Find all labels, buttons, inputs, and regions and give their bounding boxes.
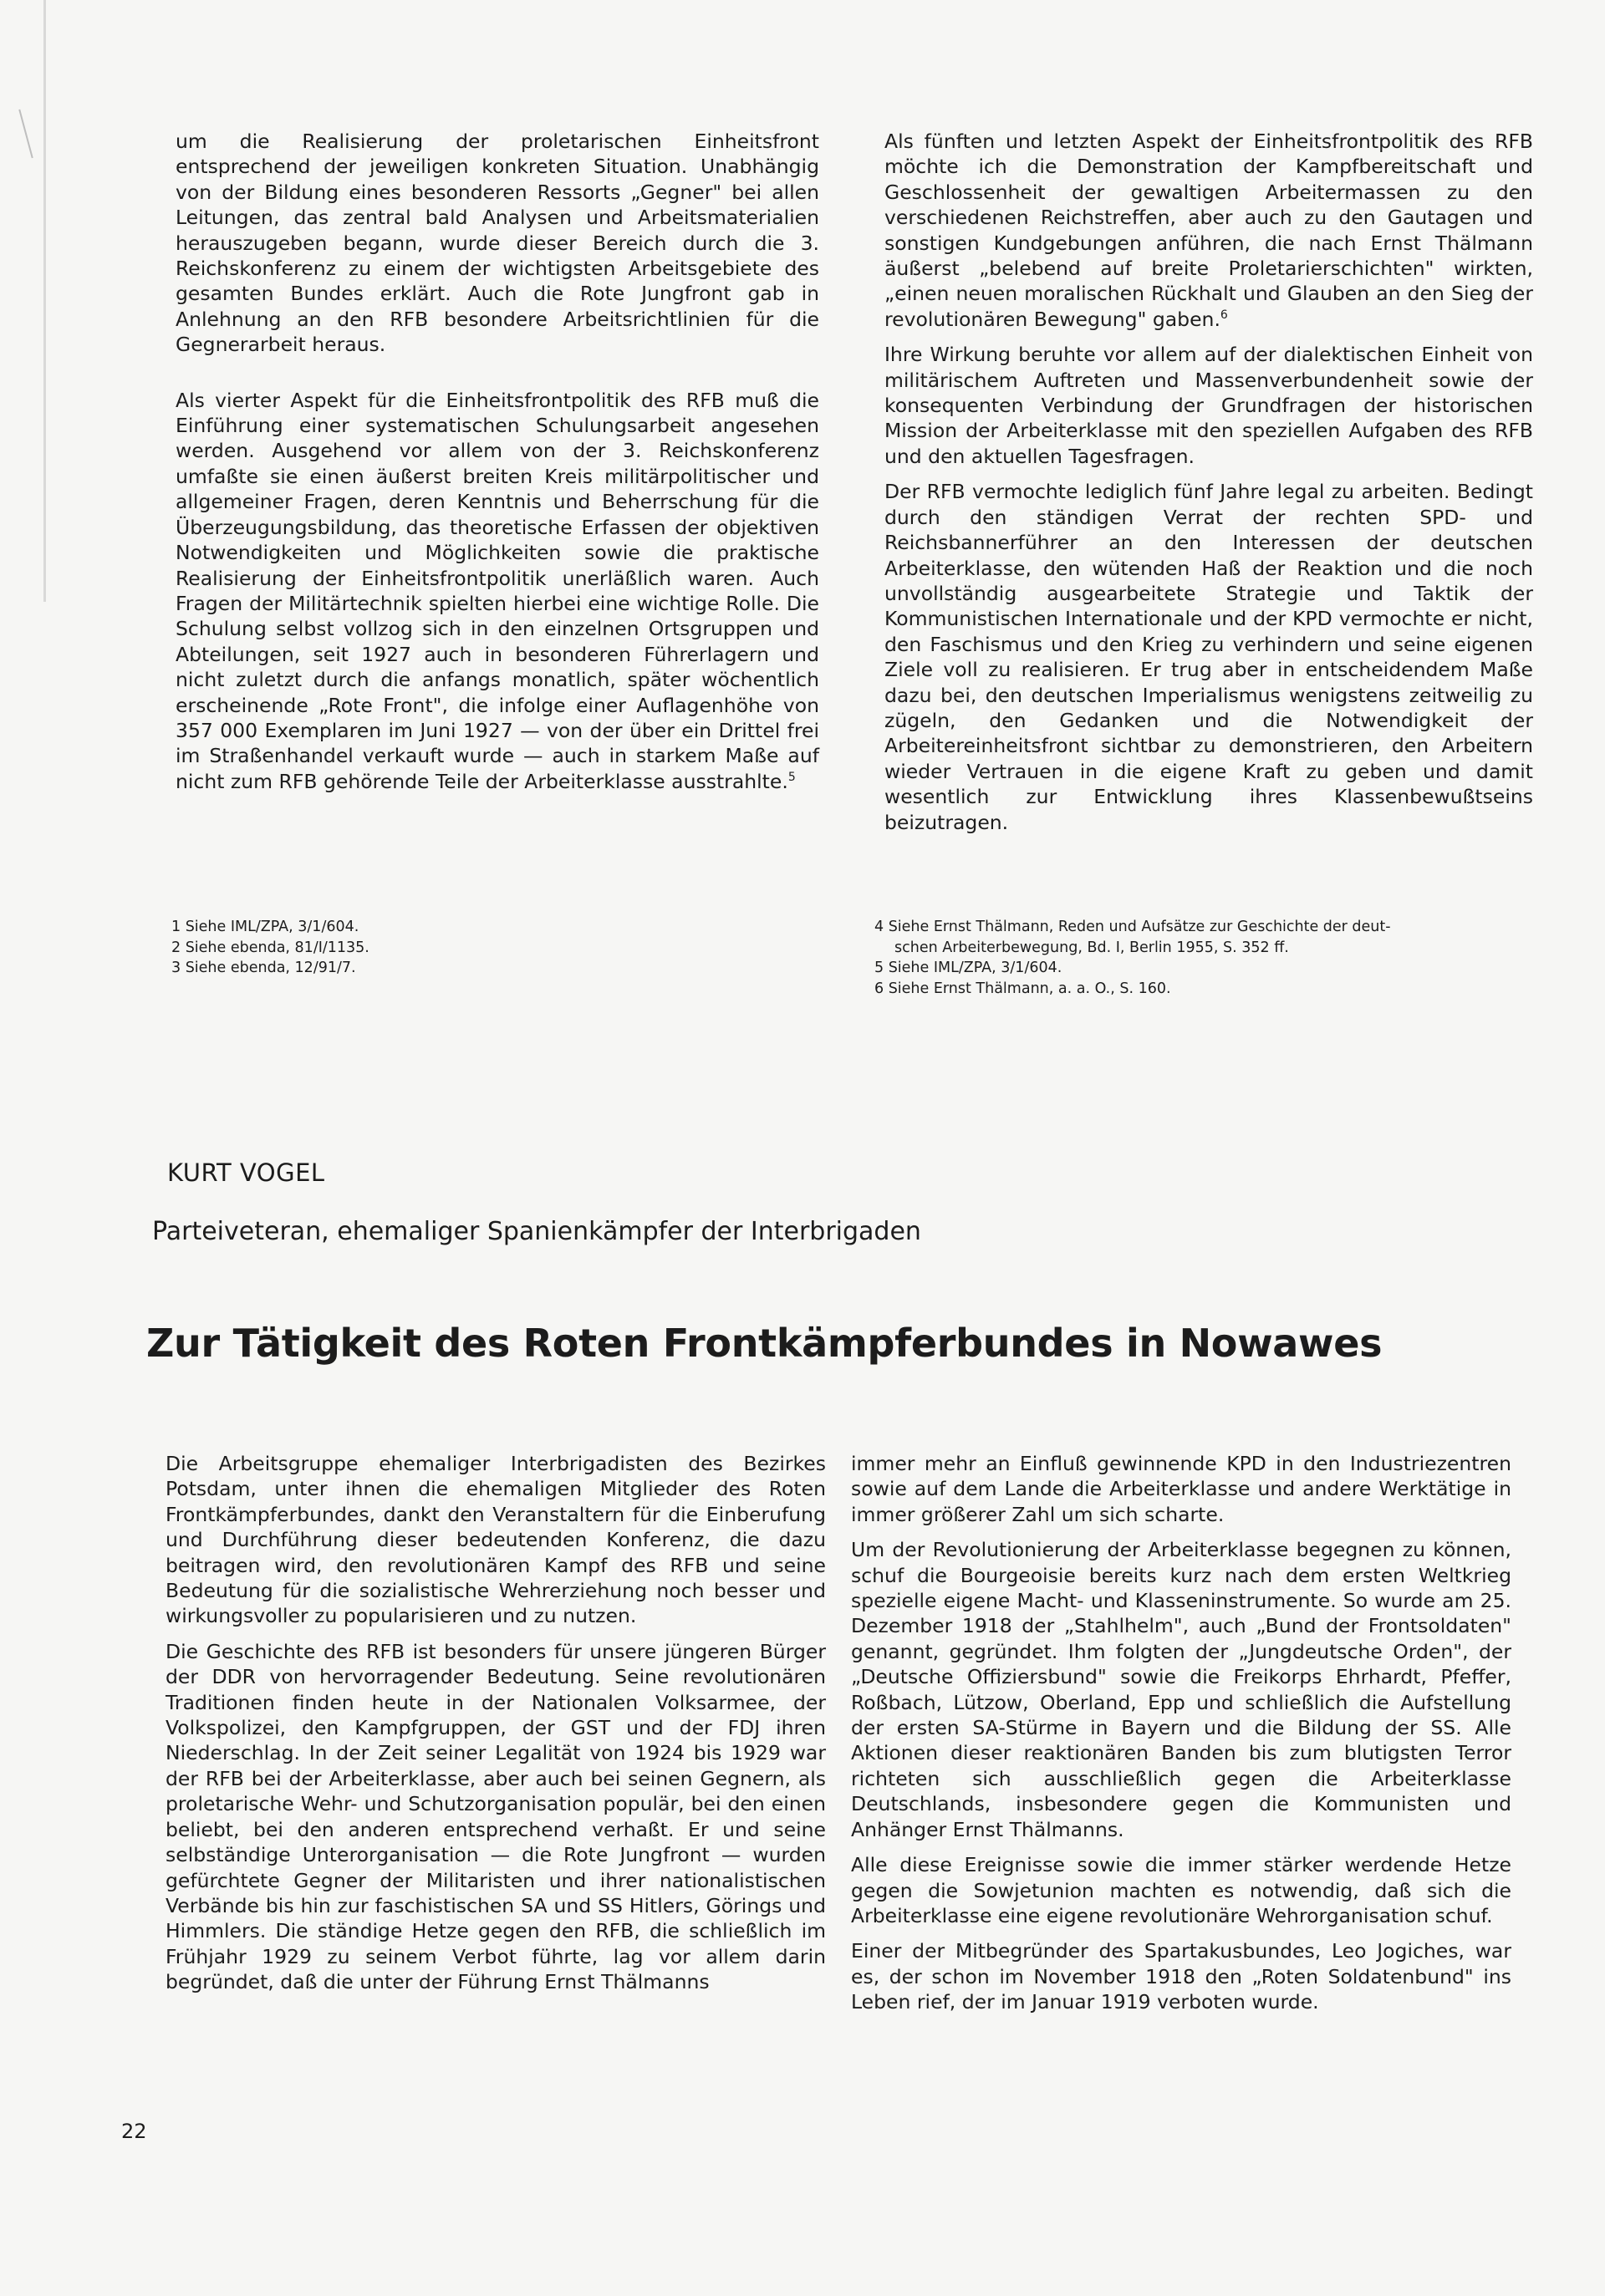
footnote-ref: 5	[787, 770, 796, 784]
paragraph: Als vierter Aspekt für die Einheitsfrontpolitik des RFB muß die Einführung einer systematischen Schulungsarbeit angesehen werden. Ausgehend vor allem von der 3. Reichskonferenz umfaßte sie einen äußerst breiten Kreis militärpolitischer und allgemeiner Fragen, deren Kenntnis und Beherrschung für die Überzeugungsbildung, das theoretische Erfassen der objektiven Notwendigkeiten und Möglichkeiten sowie die praktische Realisierung der Einheitsfrontpolitik unerläßlich waren. Auch Fragen der Militärtechnik spielten hierbei eine wichtige Rolle. Die Schulung selbst vollzog sich in den einzelnen Ortsgruppen und Abteilungen, seit 1927 auch in besonderen Führerlagern und nicht zuletzt durch die anfangs monatlich, später wöchentlich erscheinende „Rote Front", die infolge einer Auflagenhöhe von 357 000 Exemplaren im Juni 1927 — von der über ein Drittel frei im Straßenhandel verkauft wurde — auch in starkem Maße auf nicht zum RFB gehörende Teile der Arbeiterklasse ausstrahlte.$^5$	[176, 388, 819, 793]
bottom-left-column	[166, 1451, 826, 1995]
footnote: 1 Siehe IML/ZPA, 3/1/604.	[171, 919, 359, 935]
top-right-column	[884, 129, 1533, 835]
footnote-ref: 6	[1220, 308, 1228, 323]
footnote: 2 Siehe ebenda, 81/I/1135.	[171, 939, 369, 956]
footnote: 5 Siehe IML/ZPA, 3/1/604.	[874, 960, 1062, 976]
footnote: 3 Siehe ebenda, 12/91/7.	[171, 960, 356, 976]
paragraph: Der RFB vermochte lediglich fünf Jahre legal zu arbeiten. Bedingt durch den ständigen Verrat der rechten SPD- und Reichsbannerführer an den Interessen der deutschen Arbeiterklasse, den wütenden Haß der Reaktion und die noch unvollständig ausgearbeitete Strategie und Taktik der Kommunistischen Internationale und der KPD vermochte er nicht, den Faschismus und den Krieg zu verhindern und seine eigenen Ziele voll zu realisieren. Er trug aber in entscheidendem Maße dazu bei, den deutschen Imperialismus wenigstens zeitweilig zu zügeln, den Gedanken und die Notwendigkeit der Arbeitereinheitsfront sichtbar zu demonstrieren, den Arbeitern wieder Vertrauen in die eigene Kraft zu geben und damit wesentlich zur Entwicklung ihres Klassenbewußtseins beizutragen.	[884, 480, 1533, 834]
author-name: KURT VOGEL	[167, 1158, 325, 1187]
footnote-continuation: schen Arbeiterbewegung, Bd. I, Berlin 1955, S. 352 ff.	[894, 939, 1289, 956]
paragraph: Ihre Wirkung beruhte vor allem auf der dialektischen Einheit von militärischem Auftreten und Massenverbundenheit sowie der konsequenten Verbindung der Grundfragen der historischen Mission der Arbeiterklasse mit den speziellen Aufgaben des RFB und den aktuellen Tagesfragen.	[884, 343, 1533, 468]
scan-margin-shadow	[43, 0, 46, 602]
paragraph: Die Geschichte des RFB ist besonders für unsere jüngeren Bürger der DDR von hervorragender Bedeutung. Seine revolutionären Traditionen finden heute in der Nationalen Volksarmee, der Volkspolizei, den Kampfgruppen, der GST und der FDJ ihren Niederschlag. In der Zeit seiner Legalität von 1924 bis 1929 war der RFB bei der Arbeiterklasse, aber auch bei seinen Gegnern, als proletarische Wehr- und Schutzorganisation populär, bei den einen beliebt, bei den anderen entsprechend verhaßt. Er und seine selbständige Unterorganisation — die Rote Jungfront — wurden gefürchtete Gegner der Militaristen und ihrer nationalistischen Verbände bis hin zur faschistischen SA und SS Hitlers, Görings und Himmlers. Die ständige Hetze gegen den RFB, die schließlich im Frühjahr 1929 zu seinem Verbot führte, lag vor allem darin begründet, daß die unter der Führung Ernst Thälmanns	[166, 1639, 826, 1994]
scan-margin-mark	[18, 109, 33, 158]
paragraph: Als fünften und letzten Aspekt der Einheitsfrontpolitik des RFB möchte ich die Demonstration der Kampfbereitschaft und Geschlossenheit der gewaltigen Arbeitermassen zu den verschiedenen Reichstreffen, aber auch zu den Gautagen und sonstigen Kundgebungen anführen, die nach Ernst Thälmann äußerst „belebend auf breite Proletarierschichten" wirkten, „einen neuen moralischen Rückhalt und Glauben an den Sieg der revolutionären Bewegung" gaben.$^6$	[884, 130, 1533, 331]
footnote: 4 Siehe Ernst Thälmann, Reden und Aufsätze zur Geschichte der deut-	[874, 919, 1391, 935]
article-title: Zur Tätigkeit des Roten Frontkämpferbundes in Nowawes	[146, 1321, 1383, 1366]
footnotes-left	[171, 917, 757, 979]
paragraph: Einer der Mitbegründer des Spartakusbundes, Leo Jogiches, war es, der schon im November 1918 den „Roten Soldatenbund" ins Leben rief, der im Januar 1919 verboten wurde.	[851, 1939, 1511, 2014]
author-description: Parteiveteran, ehemaliger Spanienkämpfer der Interbrigaden	[152, 1217, 921, 1246]
paragraph: Um der Revolutionierung der Arbeiterklasse begegnen zu können, schuf die Bourgeoisie bereits kurz nach dem ersten Weltkrieg spezielle eigene Macht- und Klasseninstrumente. So wurde am 25. Dezember 1918 der „Stahlhelm", auch „Bund der Frontsoldaten" genannt, gegründet. Ihm folgten der „Jungdeutsche Orden", der „Deutsche Offiziersbund" sowie die Freikorps Ehrhardt, Pfeffer, Roßbach, Lützow, Oberland, Epp und schließlich die Aufstellung der ersten SA-Stürme in Bayern und die Bildung der SS. Alle Aktionen dieser reaktionären Banden bis zum blutigsten Terror richteten sich ausschließlich gegen die Arbeiterklasse Deutschlands, insbesondere gegen die Kommunisten und Anhänger Ernst Thälmanns.	[851, 1538, 1511, 1841]
bottom-right-column	[851, 1451, 1511, 2015]
footnote: 6 Siehe Ernst Thälmann, a. a. O., S. 160.	[874, 980, 1171, 997]
paragraph: um die Realisierung der proletarischen Einheitsfront entsprechend der jeweiligen konkreten Situation. Unabhängig von der Bildung eines besonderen Ressorts „Gegner" bei allen Leitungen, das zentral bald Analysen und Arbeitsmaterialien herauszugeben begann, wurde dieser Bereich durch die 3. Reichskonferenz zu einem der wichtigsten Arbeitsgebiete des gesamten Bundes erklärt. Auch die Rote Jungfront gab in Anlehnung an den RFB besondere Arbeitsrichtlinien für die Gegnerarbeit heraus.	[176, 130, 819, 357]
paragraph: Alle diese Ereignisse sowie die immer stärker werdende Hetze gegen die Sowjetunion machten es notwendig, daß sich die Arbeiterklasse eine eigene revolutionäre Wehrorganisation schuf.	[851, 1853, 1511, 1927]
footnotes-right	[874, 917, 1543, 999]
paragraph: immer mehr an Einfluß gewinnende KPD in den Industriezentren sowie auf dem Lande die Arbeiterklasse und andere Werktätige in immer größerer Zahl um sich scharte.	[851, 1452, 1511, 1526]
page-number: 22	[121, 2120, 147, 2143]
paragraph: Die Arbeitsgruppe ehemaliger Interbrigadisten des Bezirkes Potsdam, unter ihnen die ehemaligen Mitglieder des Roten Frontkämpferbundes, dankt den Veranstaltern für die Einberufung und Durchführung dieser bedeutenden Konferenz, die dazu beitragen wird, den revolutionären Kampf des RFB und seine Bedeutung für die sozialistische Wehrerziehung noch besser und wirkungsvoller zu popularisieren und zu nutzen.	[166, 1452, 826, 1628]
top-left-column	[176, 129, 819, 794]
